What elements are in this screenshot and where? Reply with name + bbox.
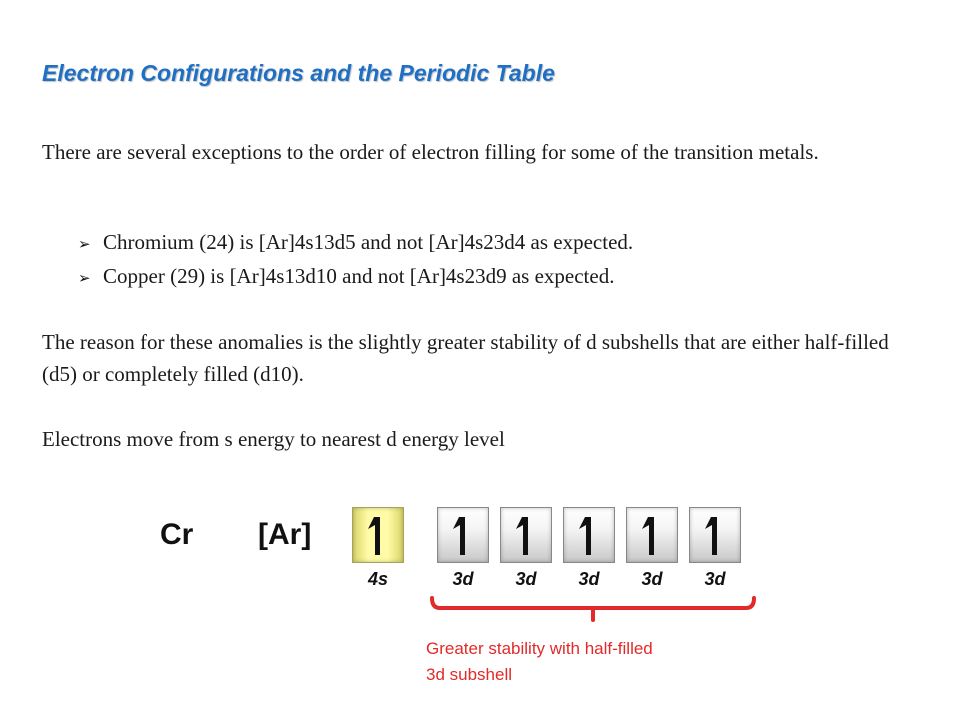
- list-item: [78, 226, 633, 260]
- half-arrow-up-icon: [450, 513, 476, 557]
- orbital-box-3d: [500, 507, 552, 563]
- exceptions-list: [78, 226, 633, 294]
- half-arrow-up-icon: [702, 513, 728, 557]
- element-symbol: Cr: [160, 518, 194, 551]
- orbital-label-4s: 4s: [367, 569, 389, 589]
- list-item: [78, 260, 633, 294]
- orbital-box-3d: [563, 507, 615, 563]
- orbital-box-3d: [689, 507, 741, 563]
- movement-paragraph: Electrons move from s energy to nearest d energy level: [42, 427, 505, 451]
- arrowhead-bullet-icon: ➢: [78, 269, 91, 287]
- bullet-copper: Copper (29) is [Ar]4s13d10 and not [Ar]4s23d9 as expected.: [103, 264, 615, 288]
- orbital-label-3d: 3d: [515, 569, 537, 589]
- orbital-box-4s: [352, 507, 404, 563]
- orbital-label-3d: 3d: [452, 569, 474, 589]
- intro-paragraph: There are several exceptions to the order of electron filling for some of the transition metals.: [42, 140, 819, 164]
- half-arrow-up-icon: [365, 513, 391, 557]
- half-arrow-up-icon: [639, 513, 665, 557]
- noble-gas-core: [Ar]: [258, 518, 312, 551]
- orbital-label-3d: 3d: [641, 569, 663, 589]
- orbital-label-3d: 3d: [704, 569, 726, 589]
- stability-note-line2: 3d subshell: [426, 665, 513, 684]
- subshell-bracket: [428, 596, 758, 626]
- bullet-chromium: Chromium (24) is [Ar]4s13d5 and not [Ar]4s23d4 as expected.: [103, 230, 634, 254]
- reason-paragraph: The reason for these anomalies is the slightly greater stability of d subshells that are either half-filled (d5) or completely filled (d10).: [42, 330, 889, 386]
- stability-note-line1: Greater stability with half-filled: [426, 639, 653, 658]
- orbital-box-3d: [437, 507, 489, 563]
- arrowhead-bullet-icon: ➢: [78, 235, 91, 253]
- half-arrow-up-icon: [576, 513, 602, 557]
- orbital-label-3d: 3d: [578, 569, 600, 589]
- page-title: Electron Configurations and the Periodic Table: [42, 60, 555, 86]
- stability-note: [426, 636, 653, 688]
- half-arrow-up-icon: [513, 513, 539, 557]
- orbital-box-3d: [626, 507, 678, 563]
